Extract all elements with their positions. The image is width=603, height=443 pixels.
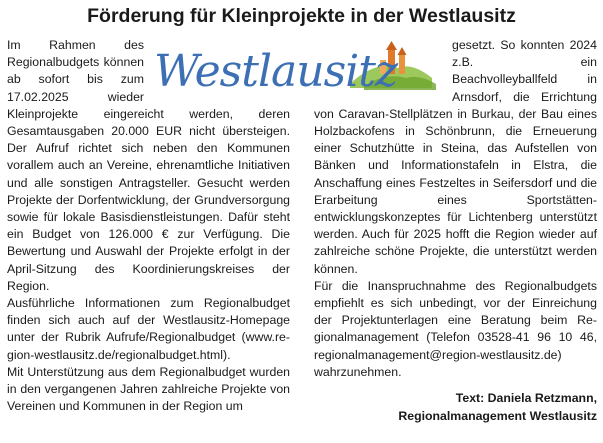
credit-line-1: Text: Daniela Retzmann,: [455, 391, 597, 406]
logo-space-left: [144, 37, 290, 103]
right-column: [314, 37, 597, 425]
logo-text: Westlausitz: [154, 46, 398, 97]
left-paragraph-2: Ausführliche Informationen zum Regionalbudget finden sich auch auf der Westlausitz-Homepage unter der Rubrik Aufrufe/Regionalbudget (www.region-westlausitz.de/regionalbudget.html).: [7, 296, 290, 362]
right-paragraph-2: Für die Inanspruchnahme des Regionalbudgets empfiehlt es sich unbedingt, vor der Einreichung der Projektunterlagen eine Beratung beim Regionalmanagement (Telefon 03528-41 96 10 46, regionalmanagement@region-westlausitz.de) wahrzunehmen.: [314, 278, 597, 379]
author-credit: [314, 389, 597, 425]
left-paragraph-3: Mit Unterstützung aus dem Regionalbudget wurden in den vergangenen Jahren zahlreiche Projekte von Vereinen und Kommunen in der Region um: [7, 364, 290, 414]
left-paragraph-1: Im Rahmen des Regionalbudgets können ab sofort bis zum 17.02.2025 wieder Kleinprojekte eingereicht werden, deren Gesamtausgaben 20.000 EUR nicht übersteigen. Der Aufruf richtet sich neben den Kommunen vorallem auch an Vereine, ehrenamtliche Initiativen und alle sonstigen Antragsteller. Gesucht werden Projekte der Dorfentwicklung, der Grundversorgung sowie für lokale Basisdienstleistungen. Dafür steht ein Budget von 126.000 € zur Verfügung. Die Bewertung und Auswahl der Projekte erfolgt in der April-Sitzung des Koordinierungskreises der Region.: [7, 38, 290, 293]
credit-line-2: Regionalmanagement Westlausitz: [398, 409, 597, 424]
left-column: [7, 37, 290, 415]
logo-space-right: [304, 37, 452, 103]
article-title: Förderung für Kleinprojekte in der Westlausitz: [87, 5, 516, 27]
right-paragraph-1: gesetzt. So konnten 2024 z.B. ein Beachvolleyballfeld in Arnsdorf, die Errichtung von Caravan-Stellplätzen in Burkau, der Bau eines Holzbackofens in Schönbrunn, die Erneuerung einer Schutzhütte in Steina, das Aufstellen von Bänken und Informationstafeln in Elstra, die Anschaffung eines Festzeltes in Seifersdorf und die Erarbeitung eines Sportstättenentwicklungskonzeptes für Lichtenberg unterstützt werden. Auch für 2025 hofft die Region wieder auf zahlreiche schöne Projekte, die unterstützt werden können.: [314, 38, 597, 276]
